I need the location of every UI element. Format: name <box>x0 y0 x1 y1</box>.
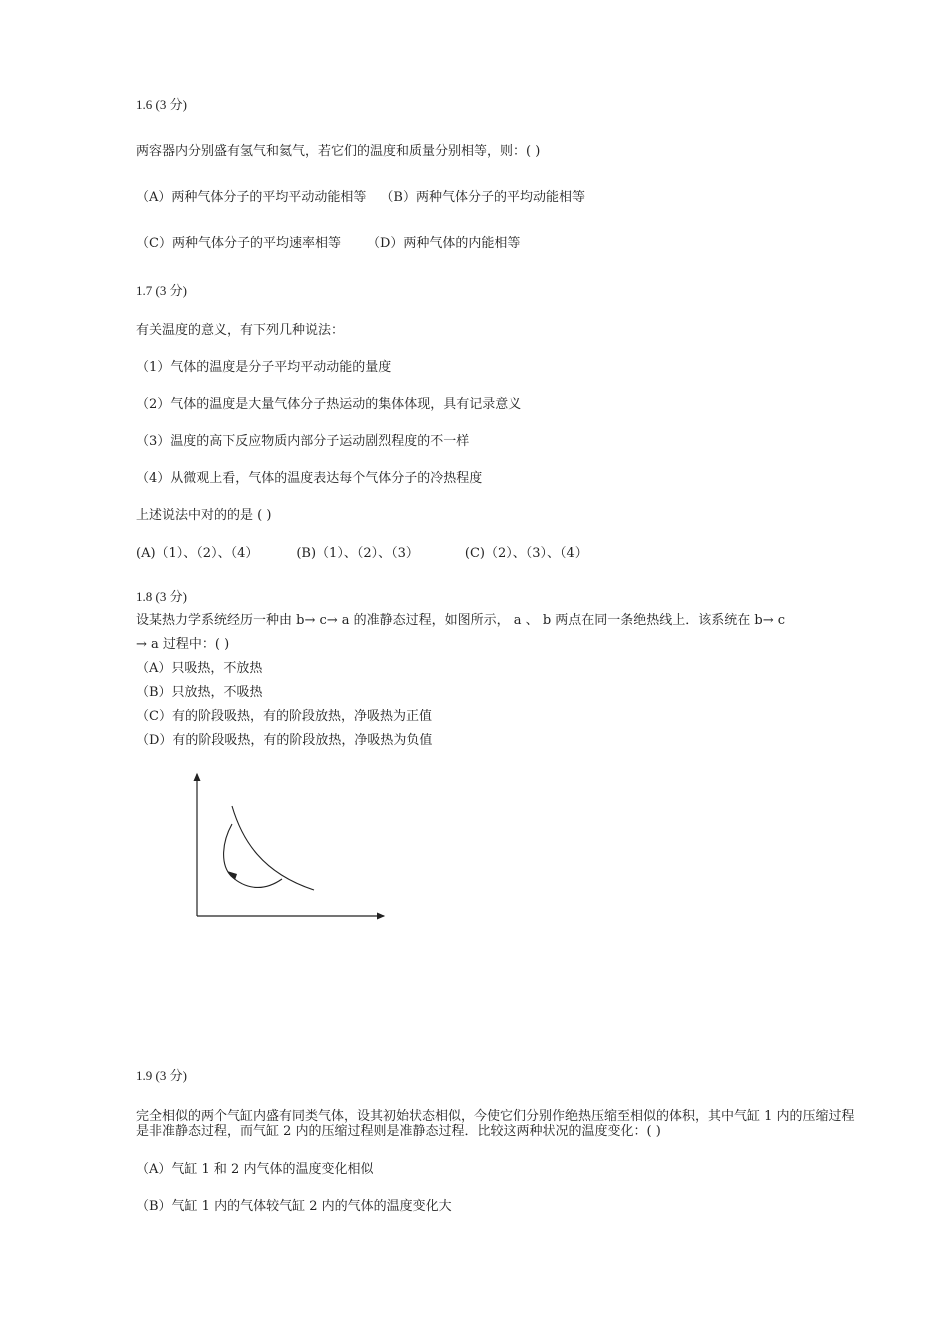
q18-option-d: （D）有的阶段吸热，有的阶段放热，净吸热为负值 <box>136 733 433 748</box>
q17-choices <box>136 546 588 562</box>
q18-header: 1.8 (3 分) <box>136 589 187 604</box>
q17-choice-b: (B)（1）、（2）、（3） <box>296 546 419 561</box>
q18-option-c: （C）有的阶段吸热，有的阶段放热，净吸热为正值 <box>136 709 432 724</box>
q19-option-b: （B）气缸 1 内的气体较气缸 2 内的气体的温度变化大 <box>136 1199 452 1214</box>
q19-header: 1.9 (3 分) <box>136 1068 187 1083</box>
q17-statement-4: （4）从微观上看，气体的温度表达每个气体分子的冷热程度 <box>136 471 483 486</box>
q18-option-a: （A）只吸热，不放热 <box>136 661 263 676</box>
q16-option-b: （B）两种气体分子的平均动能相等 <box>380 190 585 205</box>
q19-stem: 完全相似的两个气缸内盛有同类气体，设其初始状态相似，今使它们分别作绝热压缩至相似的体积，其中气缸 1 内的压缩过程是非准静态过程，而气缸 2 内的压缩过程则是准静态过程．比较这两种状况的温度变化：( ) <box>136 1109 855 1139</box>
q16-option-d: （D）两种气体的内能相等 <box>366 236 521 251</box>
q16-options-row2 <box>136 236 520 252</box>
q16-options-row1 <box>136 190 585 206</box>
process-arrow-icon <box>227 871 237 880</box>
q17-choice-c: (C)（2）、（3）、（4） <box>464 546 588 561</box>
adiabat-curve <box>232 806 314 890</box>
q17-stem: 有关温度的意义，有下列几种说法： <box>136 323 345 338</box>
q17-statement-2: （2）气体的温度是大量气体分子热运动的集体体现，具有记录意义 <box>136 397 522 412</box>
q16-stem: 两容器内分别盛有氢气和氦气，若它们的温度和质量分别相等，则：( ) <box>136 144 541 159</box>
q18-stem-line2: → a 过程中：( ) <box>136 637 230 652</box>
q17-header: 1.7 (3 分) <box>136 283 187 298</box>
q18-option-b: （B）只放热，不吸热 <box>136 685 263 700</box>
process-path <box>224 824 282 887</box>
q17-question: 上述说法中对的的是 ( ) <box>136 508 272 523</box>
q16-option-a: （A）两种气体分子的平均平动动能相等 <box>136 190 367 205</box>
q19-option-a: （A）气缸 1 和 2 内气体的温度变化相似 <box>136 1162 374 1177</box>
q18-stem-line1: 设某热力学系统经历一种由 b→ c→ a 的准静态过程，如图所示， a 、 b 两点在同一条绝热线上．该系统在 b→ c <box>136 613 786 628</box>
q17-statement-3: （3）温度的高下反应物质内部分子运动剧烈程度的不一样 <box>136 434 470 449</box>
q16-option-c: （C）两种气体分子的平均速率相等 <box>136 236 341 251</box>
q16-header: 1.6 (3 分) <box>136 97 187 112</box>
q17-choice-a: (A)（1）、（2）、（4） <box>136 546 259 561</box>
pv-diagram <box>186 768 396 924</box>
q17-statement-1: （1）气体的温度是分子平均平动动能的量度 <box>136 360 392 375</box>
